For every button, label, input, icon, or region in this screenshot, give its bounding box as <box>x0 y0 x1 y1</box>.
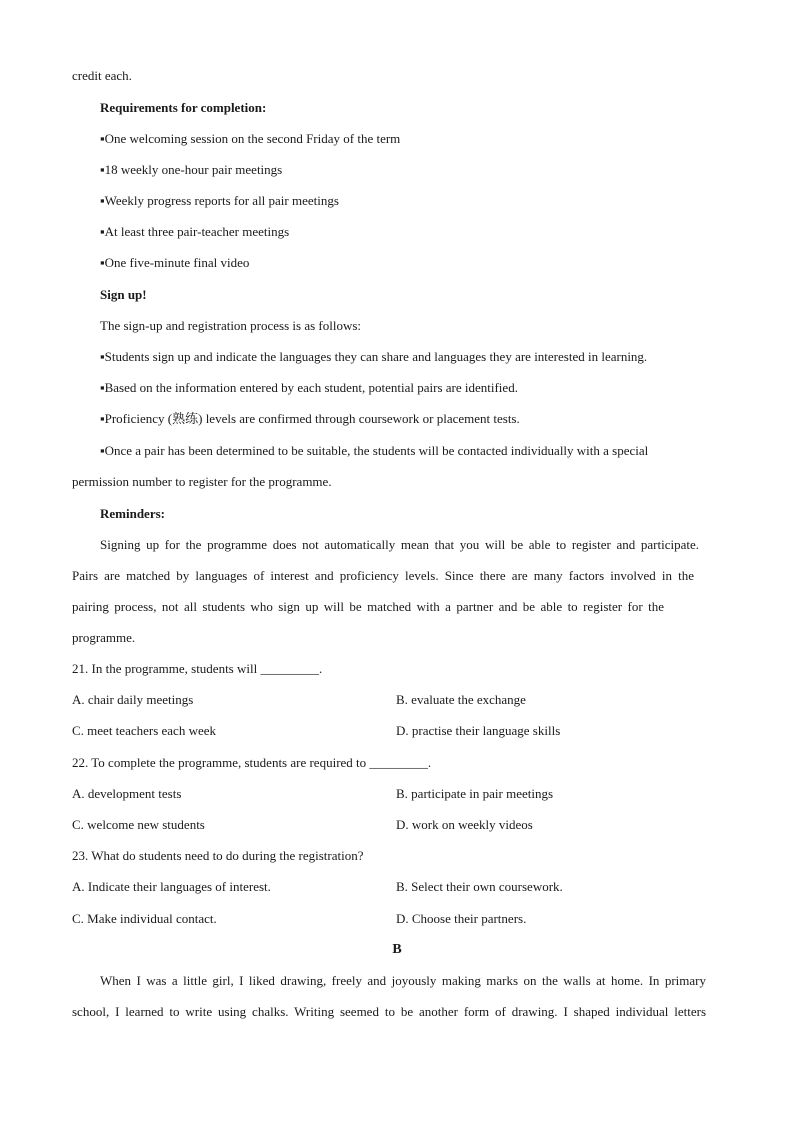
signup-heading: Sign up! <box>100 287 147 302</box>
question-23-option-d: D. Choose their partners. <box>396 911 527 926</box>
requirements-heading: Requirements for completion: <box>100 100 267 115</box>
requirement-item: ▪One welcoming session on the second Friday of the term <box>100 131 401 146</box>
passage-b-heading: B <box>392 942 402 957</box>
question-22-option-b: B. participate in pair meetings <box>396 786 554 801</box>
reminders-paragraph-line: pairing process, not all students who sign up will be matched with a partner and be able to register for the <box>72 599 664 614</box>
question-22-option-a: A. development tests <box>72 786 182 801</box>
question-23-option-a: A. Indicate their languages of interest. <box>72 879 271 894</box>
question-23-option-c: C. Make individual contact. <box>72 911 217 926</box>
reminders-heading: Reminders: <box>100 506 165 521</box>
question-21-stem: 21. In the programme, students will _________. <box>72 661 323 676</box>
question-21-option-a: A. chair daily meetings <box>72 692 194 707</box>
question-23-stem: 23. What do students need to do during the registration? <box>72 848 364 863</box>
requirement-item: ▪One five-minute final video <box>100 255 250 270</box>
signup-step: ▪Students sign up and indicate the languages they can share and languages they are interested in learning. <box>100 349 648 364</box>
reminders-paragraph-line: Pairs are matched by languages of interest and proficiency levels. Since there are many factors involved in the <box>72 568 694 583</box>
requirement-item: ▪18 weekly one-hour pair meetings <box>100 162 283 177</box>
signup-step-continued: permission number to register for the programme. <box>72 474 332 489</box>
signup-intro: The sign-up and registration process is as follows: <box>100 318 362 333</box>
requirement-item: ▪At least three pair-teacher meetings <box>100 224 290 239</box>
passage-b-line: When I was a little girl, I liked drawing, freely and joyously making marks on the walls at home. In primary <box>100 973 706 988</box>
reminders-paragraph-line: Signing up for the programme does not automatically mean that you will be able to register and participate. <box>100 537 699 552</box>
signup-step: ▪Once a pair has been determined to be suitable, the students will be contacted individually with a special <box>100 443 649 458</box>
passage-b-line: school, I learned to write using chalks. Writing seemed to be another form of drawing. I shaped individual letters <box>72 1004 706 1019</box>
question-21-option-d: D. practise their language skills <box>396 723 561 738</box>
question-22-stem: 22. To complete the programme, students are required to _________. <box>72 755 432 770</box>
credit-line: credit each. <box>72 68 132 83</box>
question-22-option-d: D. work on weekly videos <box>396 817 533 832</box>
question-21-option-c: C. meet teachers each week <box>72 723 217 738</box>
question-22-option-c: C. welcome new students <box>72 817 205 832</box>
signup-step: ▪Based on the information entered by each student, potential pairs are identified. <box>100 380 518 395</box>
question-23-option-b: B. Select their own coursework. <box>396 879 563 894</box>
requirement-item: ▪Weekly progress reports for all pair meetings <box>100 193 339 208</box>
question-21-option-b: B. evaluate the exchange <box>396 692 526 707</box>
reminders-paragraph-line: programme. <box>72 630 136 645</box>
signup-step: ▪Proficiency (熟练) levels are confirmed through coursework or placement tests. <box>100 411 520 426</box>
